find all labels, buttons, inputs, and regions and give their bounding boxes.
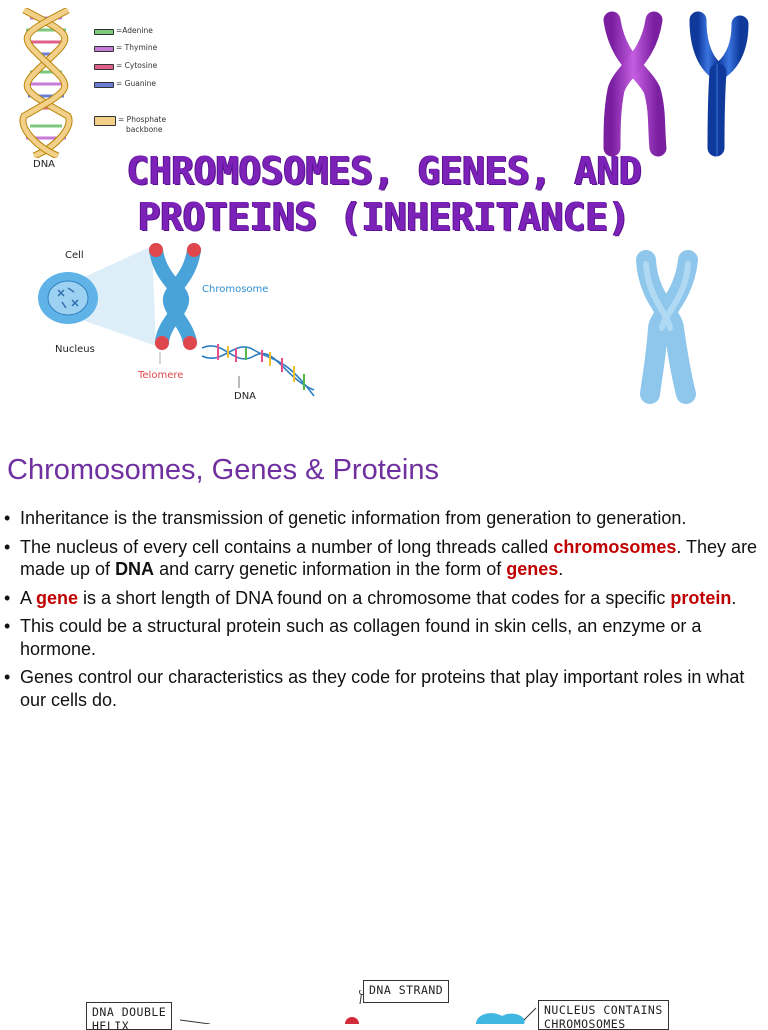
bullet-gene: • A gene is a short length of DNA found on a chromosome that codes for a specific protein. [4, 587, 762, 610]
x-chromosome-icon [612, 20, 658, 148]
cell-chromosome-svg [24, 238, 334, 418]
term-protein: protein [670, 587, 732, 608]
cytosine-swatch [94, 64, 114, 70]
light-blue-chromosome-image [628, 248, 708, 408]
backbone-swatch [94, 116, 116, 126]
term-chromosomes: chromosomes [553, 536, 677, 557]
thymine-swatch [94, 46, 114, 52]
xy-chromosomes-image [596, 10, 756, 158]
dna-strand-box: DNA STRAND [363, 980, 449, 1003]
adenine-swatch [94, 29, 114, 35]
nucleus-icon [48, 281, 88, 315]
dna-double-helix-box: DNA DOUBLE HELIX [86, 1002, 172, 1030]
dna-strand-icon [202, 344, 314, 396]
legend-guanine: = Guanine [94, 79, 156, 89]
term-genes: genes [506, 559, 559, 579]
nucleus-label: Nucleus [55, 344, 95, 355]
bullet-list [4, 507, 762, 717]
legend-backbone: = Phosphate backbone [94, 115, 166, 135]
legend-thymine: = Thymine [94, 43, 157, 53]
telomere-label: Telomere [138, 370, 184, 381]
nucleus-blob-icon [476, 1013, 525, 1024]
dna-helix-icon [14, 8, 78, 158]
bullet-genes-control: • Genes control our characteristics as they code for proteins that play important roles in what our cells do. [4, 666, 762, 711]
term-dna: DNA [115, 559, 155, 579]
y-chromosome-icon [698, 20, 740, 148]
bullet-protein-examples: • This could be a structural protein such as collagen found in skin cells, an enzyme or a hormone. [4, 615, 762, 660]
bullet-nucleus: • The nucleus of every cell contains a number of long threads called chromosomes. They are made up of DNA and carry genetic information in the form of genes. [4, 536, 762, 581]
bullet-inheritance: • Inheritance is the transmission of genetic information from generation to generation. [4, 507, 762, 530]
cell-label: Cell [65, 250, 84, 261]
term-gene: gene [36, 587, 79, 608]
section-heading: Chromosomes, Genes & Proteins [7, 454, 439, 486]
chromosome-icon [156, 250, 194, 342]
legend-cytosine: = Cytosine [94, 61, 157, 71]
dna-label: DNA [33, 159, 56, 170]
guanine-swatch [94, 82, 114, 88]
page-title: CHROMOSOMES, GENES, AND PROTEINS (INHERITANCE) [126, 149, 642, 239]
legend-adenine: =Adenine [94, 26, 153, 36]
nucleus-contains-box: NUCLEUS CONTAINS CHROMOSOMES [538, 1000, 669, 1030]
telomere-icon [155, 336, 169, 350]
chromosome-label: Chromosome [202, 284, 269, 295]
dna-strand-label: DNA [234, 391, 257, 402]
